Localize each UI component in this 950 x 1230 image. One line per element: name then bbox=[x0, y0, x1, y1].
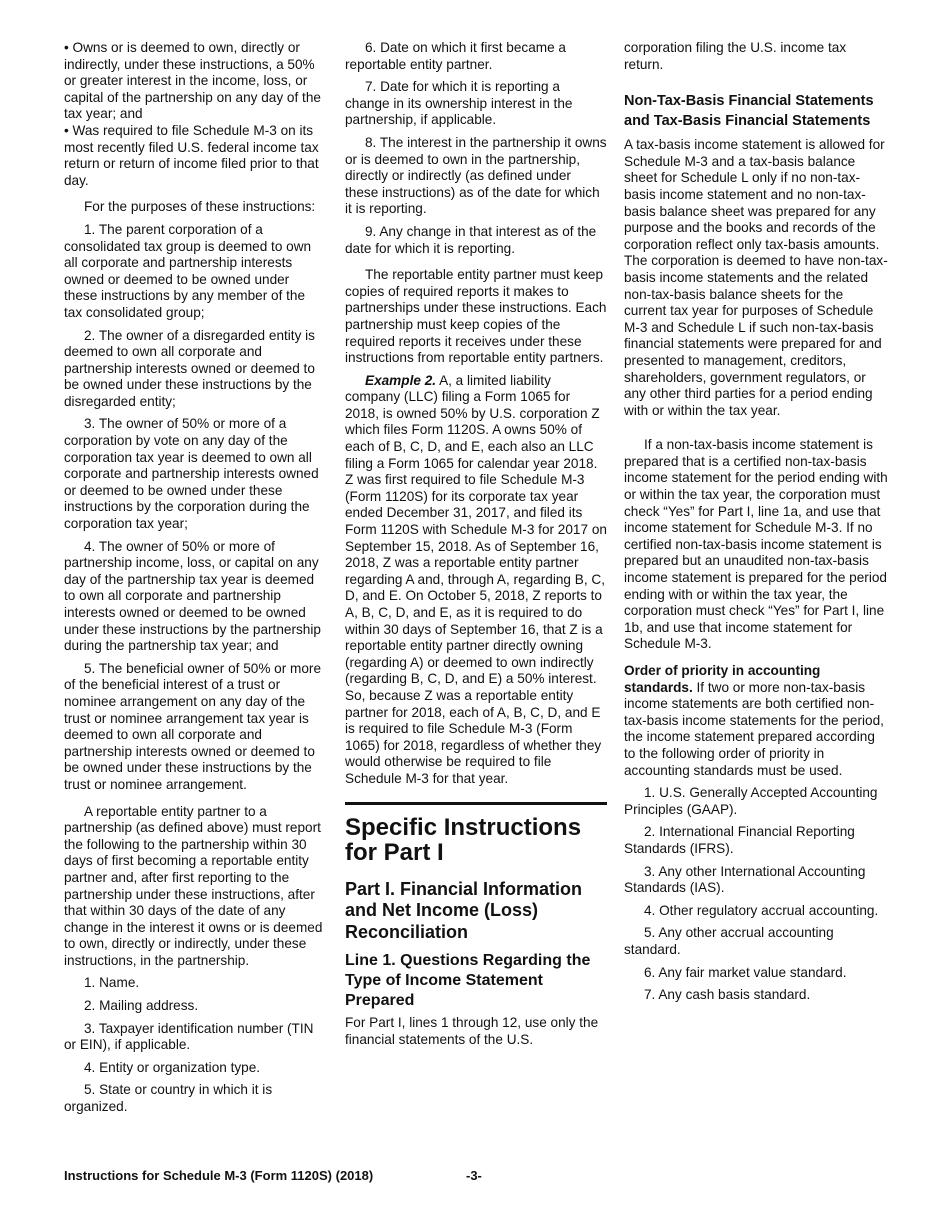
report-item-6: 6. Date on which it first became a reportable entity partner. bbox=[345, 40, 566, 72]
section-divider bbox=[345, 802, 607, 807]
ownership-item-5: 5. The beneficial owner of 50% or more of the beneficial interest of a trust or nominee arrangement on any day of the trust or nominee arrangement tax year is deemed to own all corporate and partnership interests owned or deemed to be owned under these instructions by the trust or nominee arrangement. bbox=[64, 660, 322, 792]
report-item-9: 9. Any change in that interest as of the date for which it is reporting. bbox=[345, 223, 597, 256]
column-3 bbox=[624, 40, 888, 1004]
standard-item-5: 5. Any other accrual accounting standard. bbox=[624, 925, 834, 957]
standard-item-2: 2. International Financial Reporting Standards (IFRS). bbox=[624, 824, 855, 856]
page-footer bbox=[64, 1168, 894, 1183]
standard-item-7: 7. Any cash basis standard. bbox=[644, 987, 811, 1003]
ownership-item-4: 4. The owner of 50% or more of partnership income, loss, or capital on any day of the partnership tax year is deemed to own all corporate and partnership interests owned or deemed to be owned under these instructions by the partnership during the partnership tax year; and bbox=[64, 538, 321, 654]
priority-paragraph bbox=[624, 663, 888, 779]
priority-text: If two or more non-tax-basis income statements are both certified non-tax-basis income statements for the period, the income statement prepared according to the following order of priority in accounting standards must be used. bbox=[624, 679, 884, 778]
keep-copies-paragraph: The reportable entity partner must keep copies of required reports it makes to partnerships under these instructions. Each partnership must keep copies of the required reports it receives under these instructions from reportable entity partners. bbox=[345, 267, 607, 366]
standard-item-3: 3. Any other International Accounting Standards (IAS). bbox=[624, 863, 866, 896]
column-1 bbox=[64, 40, 326, 1116]
line-1-text: For Part I, lines 1 through 12, use only the financial statements of the U.S. bbox=[345, 1015, 599, 1047]
page-number: -3- bbox=[466, 1168, 482, 1183]
ownership-item-2: 2. The owner of a disregarded entity is deemed to own all corporate and partnership interests owned or deemed to be owned under these instructions by the disregarded entity; bbox=[64, 327, 315, 409]
part-1-heading: Part I. Financial Information and Net Income (Loss) Reconciliation bbox=[345, 878, 583, 942]
report-item-3: 3. Taxpayer identification number (TIN or EIN), if applicable. bbox=[64, 1020, 314, 1053]
bullet-required: • Was required to file Schedule M-3 on its most recently filed U.S. federal income tax return or return of income filed prior to that day. bbox=[64, 122, 319, 188]
example-2-paragraph bbox=[345, 373, 607, 788]
standard-item-6: 6. Any fair market value standard. bbox=[644, 964, 847, 980]
reportable-partner-paragraph: A reportable entity partner to a partnership (as defined above) must report the following to the partnership within 30 days of first becoming a reportable entity partner and, after first reporting to the partnership under these instructions, after that within 30 days of the date of any change in the interest it owns or is deemed to own, directly or indirectly, under these instructions, in the partnership. bbox=[64, 803, 323, 968]
column-2 bbox=[345, 40, 607, 1048]
report-item-4: 4. Entity or organization type. bbox=[84, 1059, 261, 1075]
specific-instructions-heading: Specific Instructions for Part I bbox=[345, 813, 582, 866]
priority-label: Order of priority in accounting standards. bbox=[624, 663, 821, 695]
report-item-5: 5. State or country in which it is organized. bbox=[64, 1082, 273, 1115]
report-item-7: 7. Date for which it is reporting a change in its ownership interest in the partnership, if applicable. bbox=[345, 79, 573, 128]
purposes-intro: For the purposes of these instructions: bbox=[84, 199, 316, 215]
report-item-8: 8. The interest in the partnership it owns or is deemed to own in the partnership, directly or indirectly (as defined under these instructions) as of the date for which it is reporting. bbox=[345, 134, 607, 217]
example-2-text: A, a limited liability company (LLC) filing a Form 1065 for 2018, is owned 50% by U.S. corporation Z which files Form 1120S. A owns 50% of each of B, C, D, and E, each also an LLC filing a Form 1065 for calendar year 2018. Z was first required to file Schedule M-3 (Form 1120S) for its corporate tax year ended December 31, 2017, and filed its Form 1120S with Schedule M-3 for 2017 on September 15, 2018. As of September 16, 2018, Z was a reportable entity partner regarding A and, through A, regarding B, C, D, and E. On October 5, 2018, Z reports to A, B, C, D, and E, as it is required to do within 30 days of September 16, that Z is a reportable entity partner directly owning (regarding A) or deemed to own indirectly (regarding B, C, D, and E) a 50% interest. So, because Z was a reportable entity partner for 2018, each of A, B, C, D, and E is required to file Schedule M-3 (Form 1065) for 2018, regardless of whether they would otherwise be required to file Schedule M-3 for that year. bbox=[345, 372, 607, 786]
non-tax-basis-paragraph-1: A tax-basis income statement is allowed for Schedule M-3 and a tax-basis balance sheet for Schedule L only if no non-tax-basis income statement and no non-tax-basis balance sheet was prepared for any purpose and the books and records of the corporation reflect only tax-basis amounts. The corporation is deemed to have non-tax-basis income statements and the related non-tax-basis balance sheets for the current tax year for purposes of Schedule M-3 and Schedule L if such non-tax-basis financial statements were prepared for and presented to management, creditors, shareholders, government regulators, or any other third parties for a period ending with or within the tax year. bbox=[624, 137, 888, 418]
non-tax-basis-heading: Non-Tax-Basis Financial Statements and Tax-Basis Financial Statements bbox=[624, 93, 874, 130]
standard-item-1: 1. U.S. Generally Accepted Accounting Principles (GAAP). bbox=[624, 785, 878, 817]
report-item-1: 1. Name. bbox=[84, 975, 140, 991]
report-item-2: 2. Mailing address. bbox=[84, 998, 199, 1014]
example-2-label: Example 2. bbox=[365, 372, 437, 388]
bullet-owns: • Owns or is deemed to own, directly or indirectly, under these instructions, a 50% or greater interest in the income, loss, or capital of the partnership on any day of the tax year; and bbox=[64, 40, 321, 122]
ownership-item-1: 1. The parent corporation of a consolidated tax group is deemed to own all corporate and partnership interests owned or deemed to be owned under these instructions by any member of the tax consolidated group; bbox=[64, 221, 312, 320]
ownership-item-3: 3. The owner of 50% or more of a corporation by vote on any day of the corporation tax year is deemed to own all corporate and partnership interests owned or deemed to be owned under these instructions by the corporation during the corporation tax year; bbox=[64, 416, 319, 532]
continued-text: corporation filing the U.S. income tax return. bbox=[624, 40, 847, 72]
footer-title: Instructions for Schedule M-3 (Form 1120S) (2018) bbox=[64, 1168, 374, 1183]
line-1-heading: Line 1. Questions Regarding the Type of Income Statement Prepared bbox=[345, 952, 591, 1010]
standard-item-4: 4. Other regulatory accrual accounting. bbox=[644, 902, 879, 918]
non-tax-basis-paragraph-2: If a non-tax-basis income statement is prepared that is a certified non-tax-basis income statement for the period ending with or within the tax year, the corporation must check “Yes” for Part I, line 1a, and use that income statement for Schedule M-3. If no certified non-tax-basis income statement is prepared but an unaudited non-tax-basis income statement is prepared for the period ending with or within the tax year, the corporation must check “Yes” for Part I, line 1b, and use that income statement for Schedule M-3. bbox=[624, 437, 888, 652]
